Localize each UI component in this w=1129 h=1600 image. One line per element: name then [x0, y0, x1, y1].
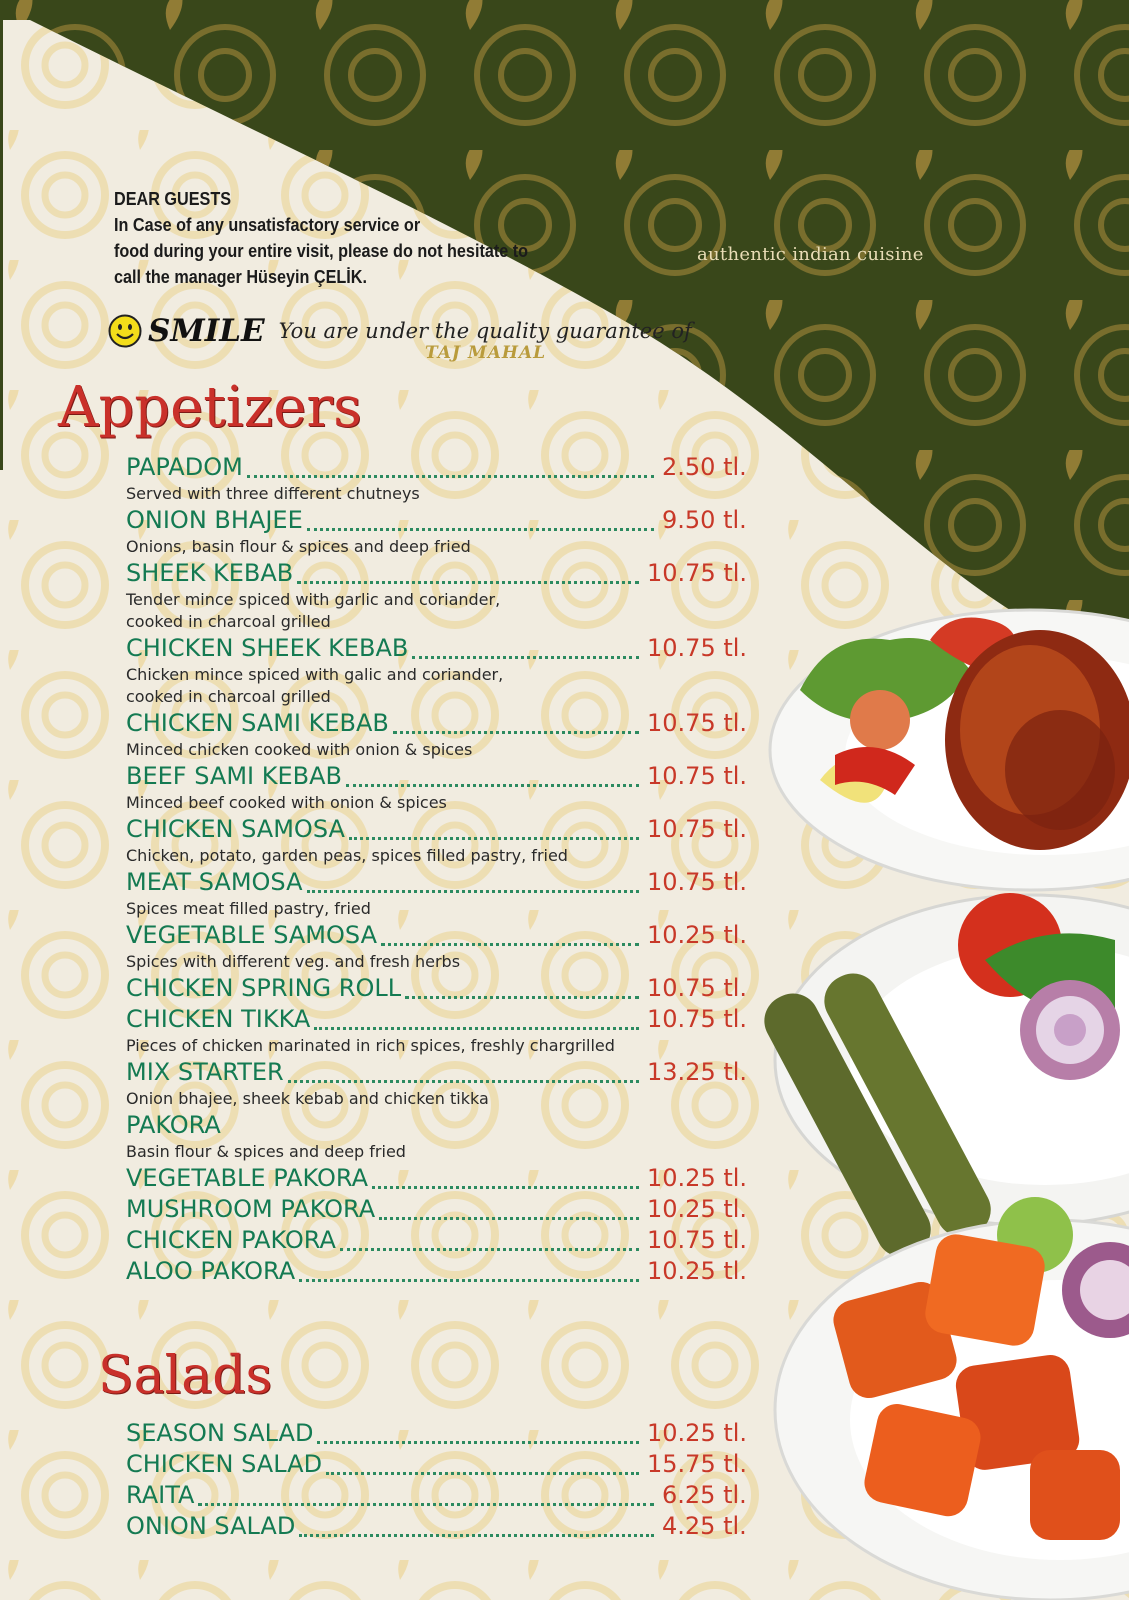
item-name: CHICKEN SPRING ROLL: [126, 974, 402, 1002]
item-price: 6.25 tl.: [662, 1481, 747, 1509]
menu-item: [126, 973, 747, 1004]
item-price: 10.25 tl.: [647, 1195, 748, 1223]
dot-leader: [346, 784, 639, 787]
appetizers-list: [126, 452, 747, 1287]
menu-item: [126, 1449, 747, 1480]
item-price: 10.75 tl.: [647, 709, 748, 737]
guarantee-text: You are under the quality guarantee of: [278, 319, 692, 343]
item-price: 10.75 tl.: [647, 634, 748, 662]
item-name: ALOO PAKORA: [126, 1257, 296, 1285]
item-name: SHEEK KEBAB: [126, 559, 294, 587]
menu-item: [126, 1004, 747, 1035]
menu-item: [126, 708, 747, 739]
menu-item: [126, 633, 747, 664]
dot-leader: [412, 656, 639, 659]
item-description: Chicken mince spiced with galic and coriander,: [126, 665, 504, 684]
item-price: 10.75 tl.: [647, 868, 748, 896]
dot-leader: [247, 475, 654, 478]
menu-item: [126, 814, 747, 845]
item-name: CHICKEN TIKKA: [126, 1005, 311, 1033]
item-description: Served with three different chutneys: [126, 484, 420, 503]
dot-leader: [349, 837, 639, 840]
item-description: cooked in charcoal grilled: [126, 687, 331, 706]
item-description: Spices with different veg. and fresh herbs: [126, 952, 461, 971]
menu-item: [126, 1194, 747, 1225]
item-price: 4.25 tl.: [662, 1512, 747, 1540]
item-description: Minced chicken cooked with onion & spices: [126, 740, 473, 759]
chicken-tikka-plate: [775, 1197, 1129, 1600]
salads-list: [126, 1418, 747, 1542]
notice-line: food during your entire visit, please do not hesitate to: [114, 241, 529, 261]
dot-leader: [297, 581, 639, 584]
item-price: 10.75 tl.: [647, 1226, 748, 1254]
item-name: MIX STARTER: [126, 1058, 284, 1086]
menu-item: [126, 1057, 747, 1088]
item-price: 10.75 tl.: [647, 1005, 748, 1033]
dot-leader: [372, 1186, 639, 1189]
menu-item: [126, 1418, 747, 1449]
item-name: VEGETABLE SAMOSA: [126, 921, 377, 949]
item-name: MEAT SAMOSA: [126, 868, 303, 896]
salads-title: Salads: [98, 1346, 273, 1406]
brand-logo: TAJ MAHAL: [425, 343, 547, 363]
item-price: 9.50 tl.: [662, 506, 747, 534]
item-price: 10.25 tl.: [647, 1257, 748, 1285]
dot-leader: [379, 1217, 639, 1220]
menu-item: [126, 1110, 747, 1141]
item-price: 10.75 tl.: [647, 974, 748, 1002]
food-photos: [760, 590, 1129, 1600]
item-description: Onions, basin flour & spices and deep fried: [126, 537, 471, 556]
sheek-kebab-plate: [760, 893, 1129, 1266]
item-name: ONION SALAD: [126, 1512, 296, 1540]
dot-leader: [307, 528, 654, 531]
smile-word: SMILE: [148, 313, 265, 349]
guest-notice: [114, 186, 546, 290]
smiley-icon: [108, 314, 142, 348]
notice-line: call the manager Hüseyin ÇELİK.: [114, 267, 367, 287]
dot-leader: [299, 1534, 654, 1537]
dot-leader: [317, 1441, 639, 1444]
dot-leader: [307, 890, 639, 893]
dot-leader: [340, 1248, 639, 1251]
item-name: PAKORA: [126, 1111, 221, 1139]
onion-bhajee-plate: [770, 610, 1129, 890]
item-name: CHICKEN PAKORA: [126, 1226, 336, 1254]
item-description: Chicken, potato, garden peas, spices filled pastry, fried: [126, 846, 568, 865]
menu-item: [126, 1163, 747, 1194]
item-description: Basin flour & spices and deep fried: [126, 1142, 406, 1161]
item-description: Tender mince spiced with garlic and coriander,: [126, 590, 501, 609]
item-name: CHICKEN SALAD: [126, 1450, 323, 1478]
smile-guarantee: [108, 306, 692, 356]
menu-item: [126, 1225, 747, 1256]
item-price: 13.25 tl.: [647, 1058, 748, 1086]
dot-leader: [393, 731, 639, 734]
dot-leader: [198, 1503, 654, 1506]
menu-item: [126, 1480, 747, 1511]
item-price: 10.25 tl.: [647, 1419, 748, 1447]
item-name: SEASON SALAD: [126, 1419, 314, 1447]
notice-heading: DEAR GUESTS: [114, 189, 232, 209]
menu-item: [126, 1256, 747, 1287]
menu-item: [126, 558, 747, 589]
item-price: 10.75 tl.: [647, 815, 748, 843]
dot-leader: [314, 1027, 639, 1030]
dot-leader: [299, 1279, 639, 1282]
item-description: Spices meat filled pastry, fried: [126, 899, 371, 918]
item-price: 10.25 tl.: [647, 921, 748, 949]
item-name: PAPADOM: [126, 453, 243, 481]
notice-line: In Case of any unsatisfactory service or: [114, 215, 421, 235]
item-name: ONION BHAJEE: [126, 506, 303, 534]
item-description: cooked in charcoal grilled: [126, 612, 331, 631]
item-name: CHICKEN SHEEK KEBAB: [126, 634, 409, 662]
menu-item: [126, 452, 747, 483]
menu-item: [126, 761, 747, 792]
item-price: 10.75 tl.: [647, 559, 748, 587]
menu-item: [126, 505, 747, 536]
menu-item: [126, 867, 747, 898]
item-name: BEEF SAMI KEBAB: [126, 762, 342, 790]
item-name: RAITA: [126, 1481, 195, 1509]
item-description: Onion bhajee, sheek kebab and chicken tikka: [126, 1089, 489, 1108]
item-price: 2.50 tl.: [662, 453, 747, 481]
item-price: 10.25 tl.: [647, 1164, 748, 1192]
item-name: VEGETABLE PAKORA: [126, 1164, 368, 1192]
menu-item: [126, 920, 747, 951]
item-description: Minced beef cooked with onion & spices: [126, 793, 447, 812]
item-description: Pieces of chicken marinated in rich spices, freshly chargrilled: [126, 1036, 615, 1055]
dot-leader: [381, 943, 639, 946]
item-price: 15.75 tl.: [647, 1450, 748, 1478]
tagline: authentic indian cuisine: [697, 244, 924, 265]
item-name: CHICKEN SAMI KEBAB: [126, 709, 389, 737]
item-name: CHICKEN SAMOSA: [126, 815, 345, 843]
dot-leader: [326, 1472, 639, 1475]
menu-item: [126, 1511, 747, 1542]
dot-leader: [405, 996, 639, 999]
item-name: MUSHROOM PAKORA: [126, 1195, 376, 1223]
dot-leader: [288, 1080, 639, 1083]
item-price: 10.75 tl.: [647, 762, 748, 790]
appetizers-title: Appetizers: [58, 375, 362, 440]
